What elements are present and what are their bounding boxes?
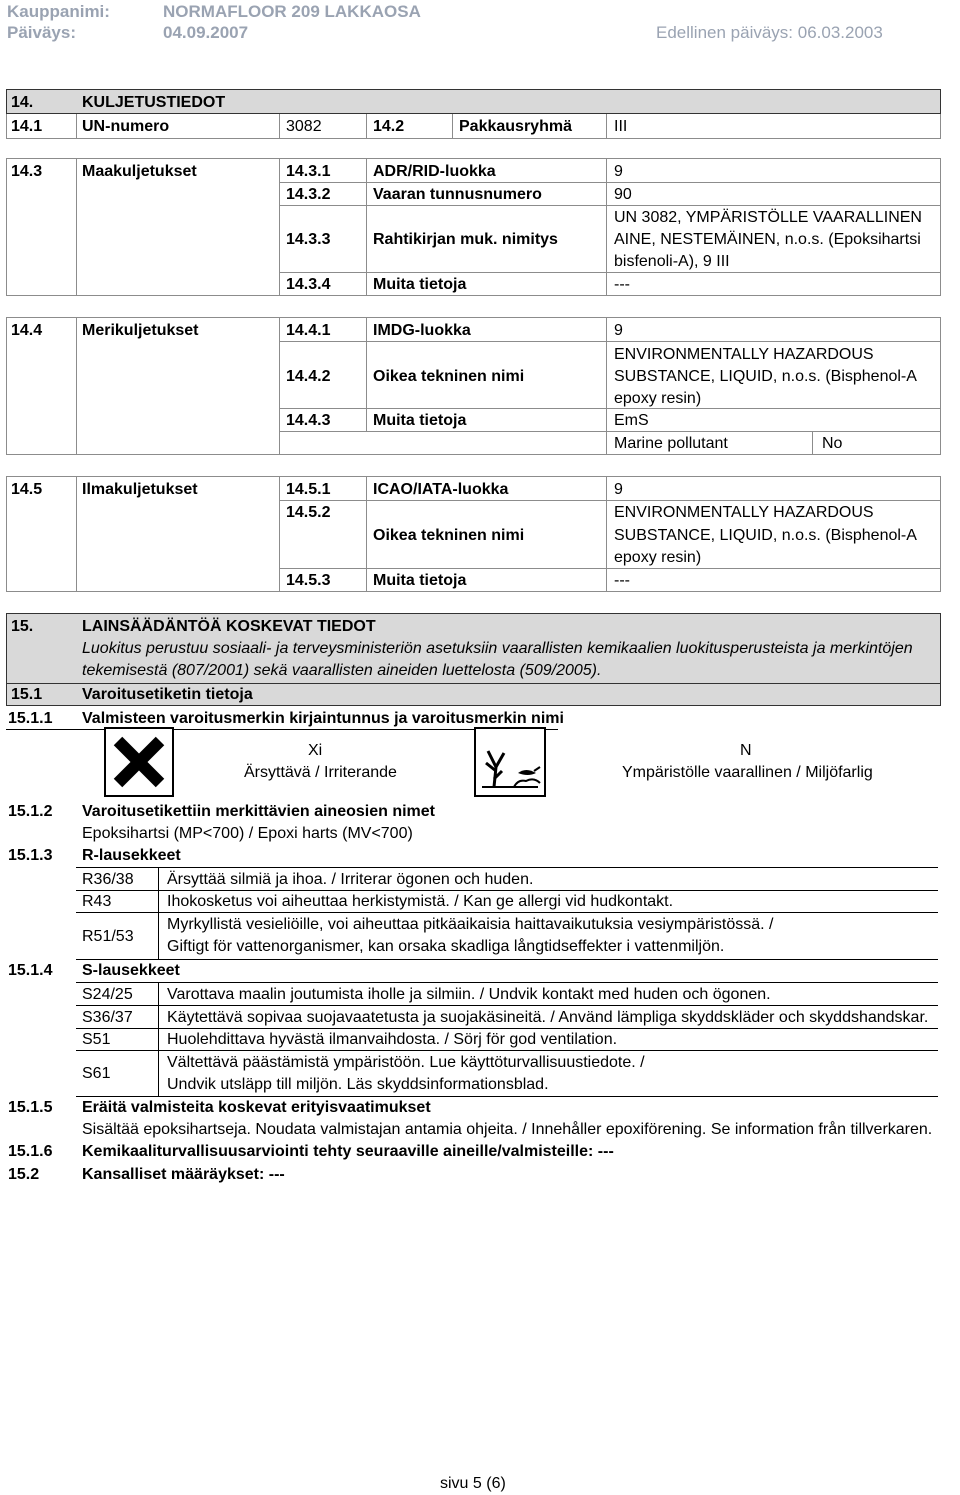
divider	[76, 959, 938, 960]
divider	[279, 205, 941, 206]
divider	[76, 912, 938, 913]
divider	[366, 476, 367, 592]
irritant-symbol-icon	[104, 727, 174, 797]
s-phrase-code: S51	[82, 1031, 111, 1048]
packing-group-label: Pakkausryhmä	[459, 118, 572, 135]
s-phrase-text-line1: Vältettävä päästämistä ympäristöön. Lue käyttöturvallisuustiedote. /	[167, 1054, 645, 1071]
section-15-1-4-title: S-lausekkeet	[82, 962, 180, 979]
section-15-1-title: Varoitusetiketin tietoja	[82, 686, 253, 703]
date-value: 04.09.2007	[163, 23, 249, 42]
divider	[279, 408, 941, 409]
air-label: Ilmakuljetukset	[82, 481, 198, 498]
sea-other-value: EmS	[614, 412, 649, 429]
s-phrase-text-line2: Undvik utsläpp till miljön. Läs skyddsinformationsblad.	[167, 1076, 549, 1093]
hazard-id-label: Vaaran tunnusnumero	[373, 186, 542, 203]
hazard-id-num: 14.3.2	[286, 186, 331, 203]
s-phrase-code: S36/37	[82, 1009, 133, 1026]
divider	[606, 317, 607, 455]
section-14-number: 14.	[11, 94, 34, 111]
road-label: Maakuljetukset	[82, 163, 197, 180]
divider	[606, 158, 607, 296]
air-tech-name-line2: SUBSTANCE, LIQUID, n.o.s. (Bisphenol-A	[614, 527, 917, 544]
section-15-1-5-title: Eräitä valmisteita koskevat erityisvaatimukset	[82, 1099, 431, 1116]
divider	[452, 114, 453, 139]
air-tech-name-line1: ENVIRONMENTALLY HAZARDOUS	[614, 504, 874, 521]
r-phrase-code: R43	[82, 893, 112, 910]
r-phrase-code: R36/38	[82, 871, 134, 888]
divider	[279, 317, 280, 455]
icao-value: 9	[614, 481, 623, 498]
s-phrase-text: Varottava maalin joutumista iholle ja silmiin. / Undvik kontakt med huden och ögonen.	[167, 986, 771, 1003]
adr-class-num: 14.3.1	[286, 163, 331, 180]
section-14-title: KULJETUSTIEDOT	[82, 94, 226, 111]
page-number: sivu 5 (6)	[440, 1475, 506, 1492]
section-15-1-1-title: Valmisteen varoitusmerkin kirjaintunnus ja varoitusmerkin nimi	[82, 710, 564, 727]
divider	[76, 317, 77, 455]
date-label: Päiväys:	[7, 23, 76, 42]
divider	[279, 272, 941, 273]
section-15-2-number: 15.2	[8, 1166, 40, 1183]
section-15-1-1-number: 15.1.1	[8, 710, 53, 727]
environment-hazard-name: Ympäristölle vaarallinen / Miljöfarlig	[622, 764, 873, 781]
section-15-number: 15.	[11, 618, 34, 635]
section-15-1-2-text: Epoksihartsi (MP<700) / Epoxi harts (MV<700)	[82, 825, 413, 842]
divider	[76, 114, 77, 139]
section-15-1-number: 15.1	[11, 686, 43, 703]
imdg-num: 14.4.1	[286, 322, 331, 339]
section-15-2-title: Kansalliset määräykset: ---	[82, 1166, 285, 1183]
un-number-num: 14.1	[11, 118, 43, 135]
divider	[606, 476, 607, 592]
shipping-name-line1: UN 3082, YMPÄRISTÖLLE VAARALLINEN	[614, 209, 922, 226]
s-phrase-text: Huolehdittava hyvästä ilmanvaihdosta. / Sörj för god ventilation.	[167, 1031, 618, 1048]
section-15-1-5-text: Sisältää epoksihartseja. Noudata valmistajan antamia ohjeita. / Innehåller epoxiförening. Se information från tillverkaren.	[82, 1121, 933, 1138]
adr-class-value: 9	[614, 163, 623, 180]
section-15-intro-line2: tekemisestä (807/2001) sekä vaarallisten aineiden luettelosta (509/2005).	[82, 662, 602, 679]
divider	[76, 1028, 938, 1029]
divider	[279, 431, 941, 432]
sea-other-num: 14.4.3	[286, 412, 331, 429]
marine-pollutant-label: Marine pollutant	[614, 435, 728, 452]
imdg-label: IMDG-luokka	[373, 322, 471, 339]
road-other-value: ---	[614, 276, 630, 293]
product-name: NORMAFLOOR 209 LAKKAOSA	[163, 2, 421, 21]
divider	[76, 476, 77, 592]
divider	[158, 982, 159, 1096]
divider	[366, 114, 367, 139]
packing-group-num: 14.2	[373, 118, 405, 135]
previous-date: Edellinen päiväys: 06.03.2003	[656, 23, 883, 42]
divider	[76, 1096, 938, 1097]
sea-tech-name-num: 14.4.2	[286, 368, 331, 385]
section-15-1-3-number: 15.1.3	[8, 847, 53, 864]
un-number-value: 3082	[286, 118, 322, 135]
section-15-1-6-number: 15.1.6	[8, 1143, 53, 1160]
shipping-name-label: Rahtikirjan muk. nimitys	[373, 231, 558, 248]
air-tech-name-label: Oikea tekninen nimi	[373, 527, 525, 544]
r-phrase-code: R51/53	[82, 928, 134, 945]
sea-tech-name-line2: SUBSTANCE, LIQUID, n.o.s. (Bisphenol-A	[614, 368, 917, 385]
marine-pollutant-value: No	[822, 435, 843, 452]
section-15-1-3-title: R-lausekkeet	[82, 847, 181, 864]
r-phrase-text-line2: Giftigt för vattenorganismer, kan orsaka skadliga långtidseffekter i vattenmiljön.	[167, 938, 725, 955]
sea-label: Merikuljetukset	[82, 322, 199, 339]
section-15-1-4-number: 15.1.4	[8, 962, 53, 979]
sea-other-label: Muita tietoja	[373, 412, 467, 429]
adr-class-label: ADR/RID-luokka	[373, 163, 496, 180]
divider	[279, 182, 941, 183]
environment-hazard-code: N	[740, 742, 752, 759]
s-phrase-code: S61	[82, 1065, 111, 1082]
product-label: Kauppanimi:	[7, 2, 110, 21]
air-tech-name-num: 14.5.2	[286, 504, 331, 521]
air-other-num: 14.5.3	[286, 572, 331, 589]
shipping-name-line2: AINE, NESTEMÄINEN, n.o.s. (Epoksihartsi	[614, 231, 921, 248]
air-other-value: ---	[614, 572, 630, 589]
divider	[279, 568, 941, 569]
divider	[366, 317, 367, 431]
divider	[76, 1050, 938, 1051]
divider	[76, 867, 938, 868]
sea-tech-name-label: Oikea tekninen nimi	[373, 368, 525, 385]
divider	[366, 158, 367, 296]
section-15-intro-line1: Luokitus perustuu sosiaali- ja terveysministeriön asetuksiin vaarallisten kemikaalien luokitusperusteista ja merkintöjen	[82, 640, 913, 657]
air-other-label: Muita tietoja	[373, 572, 467, 589]
sea-num: 14.4	[11, 322, 43, 339]
sea-tech-name-line3: epoxy resin)	[614, 390, 702, 407]
icao-label: ICAO/IATA-luokka	[373, 481, 509, 498]
divider	[158, 867, 159, 959]
packing-group-value: III	[614, 118, 628, 135]
section-15-1-5-number: 15.1.5	[8, 1099, 53, 1116]
s-phrase-text: Käytettävä sopivaa suojavaatetusta ja suojakäsineitä. / Använd lämpliga skyddskläder och skyddshandskar.	[167, 1009, 929, 1026]
road-num: 14.3	[11, 163, 43, 180]
environment-hazard-symbol-icon	[474, 727, 546, 797]
hazard-id-value: 90	[614, 186, 632, 203]
section-15-1-6-title: Kemikaaliturvallisuusarviointi tehty seuraaville aineille/valmisteille: ---	[82, 1143, 614, 1160]
un-number-label: UN-numero	[82, 118, 170, 135]
divider	[279, 341, 941, 342]
divider	[606, 114, 607, 139]
irritant-name: Ärsyttävä / Irriterande	[244, 764, 397, 781]
s-phrase-code: S24/25	[82, 986, 133, 1003]
air-num: 14.5	[11, 481, 43, 498]
r-phrase-text-line1: Myrkyllistä vesieliöille, voi aiheuttaa pitkäaikaisia haittavaikutuksia vesiympäristössä. /	[167, 916, 774, 933]
section-15-1-2-title: Varoitusetikettiin merkittävien aineosien nimet	[82, 803, 435, 820]
divider	[279, 476, 280, 592]
section-15-1-2-number: 15.1.2	[8, 803, 53, 820]
imdg-value: 9	[614, 322, 623, 339]
divider	[76, 1005, 938, 1006]
divider	[279, 114, 280, 139]
shipping-name-line3: bisfenoli-A), 9 III	[614, 253, 730, 270]
divider	[279, 158, 280, 296]
r-phrase-text: Ihokosketus voi aiheuttaa herkistymistä. / Kan ge allergi vid hudkontakt.	[167, 893, 674, 910]
divider	[76, 158, 77, 296]
icao-num: 14.5.1	[286, 481, 331, 498]
divider	[76, 982, 938, 983]
section-15-title: LAINSÄÄDÄNTÖÄ KOSKEVAT TIEDOT	[82, 618, 376, 635]
divider	[76, 890, 938, 891]
shipping-name-num: 14.3.3	[286, 231, 331, 248]
road-other-label: Muita tietoja	[373, 276, 467, 293]
divider	[812, 431, 813, 455]
sea-tech-name-line1: ENVIRONMENTALLY HAZARDOUS	[614, 346, 874, 363]
r-phrase-text: Ärsyttää silmiä ja ihoa. / Irriterar ögonen och huden.	[167, 871, 534, 888]
divider	[279, 500, 941, 501]
road-other-num: 14.3.4	[286, 276, 331, 293]
air-tech-name-line3: epoxy resin)	[614, 549, 702, 566]
irritant-code: Xi	[308, 742, 323, 759]
